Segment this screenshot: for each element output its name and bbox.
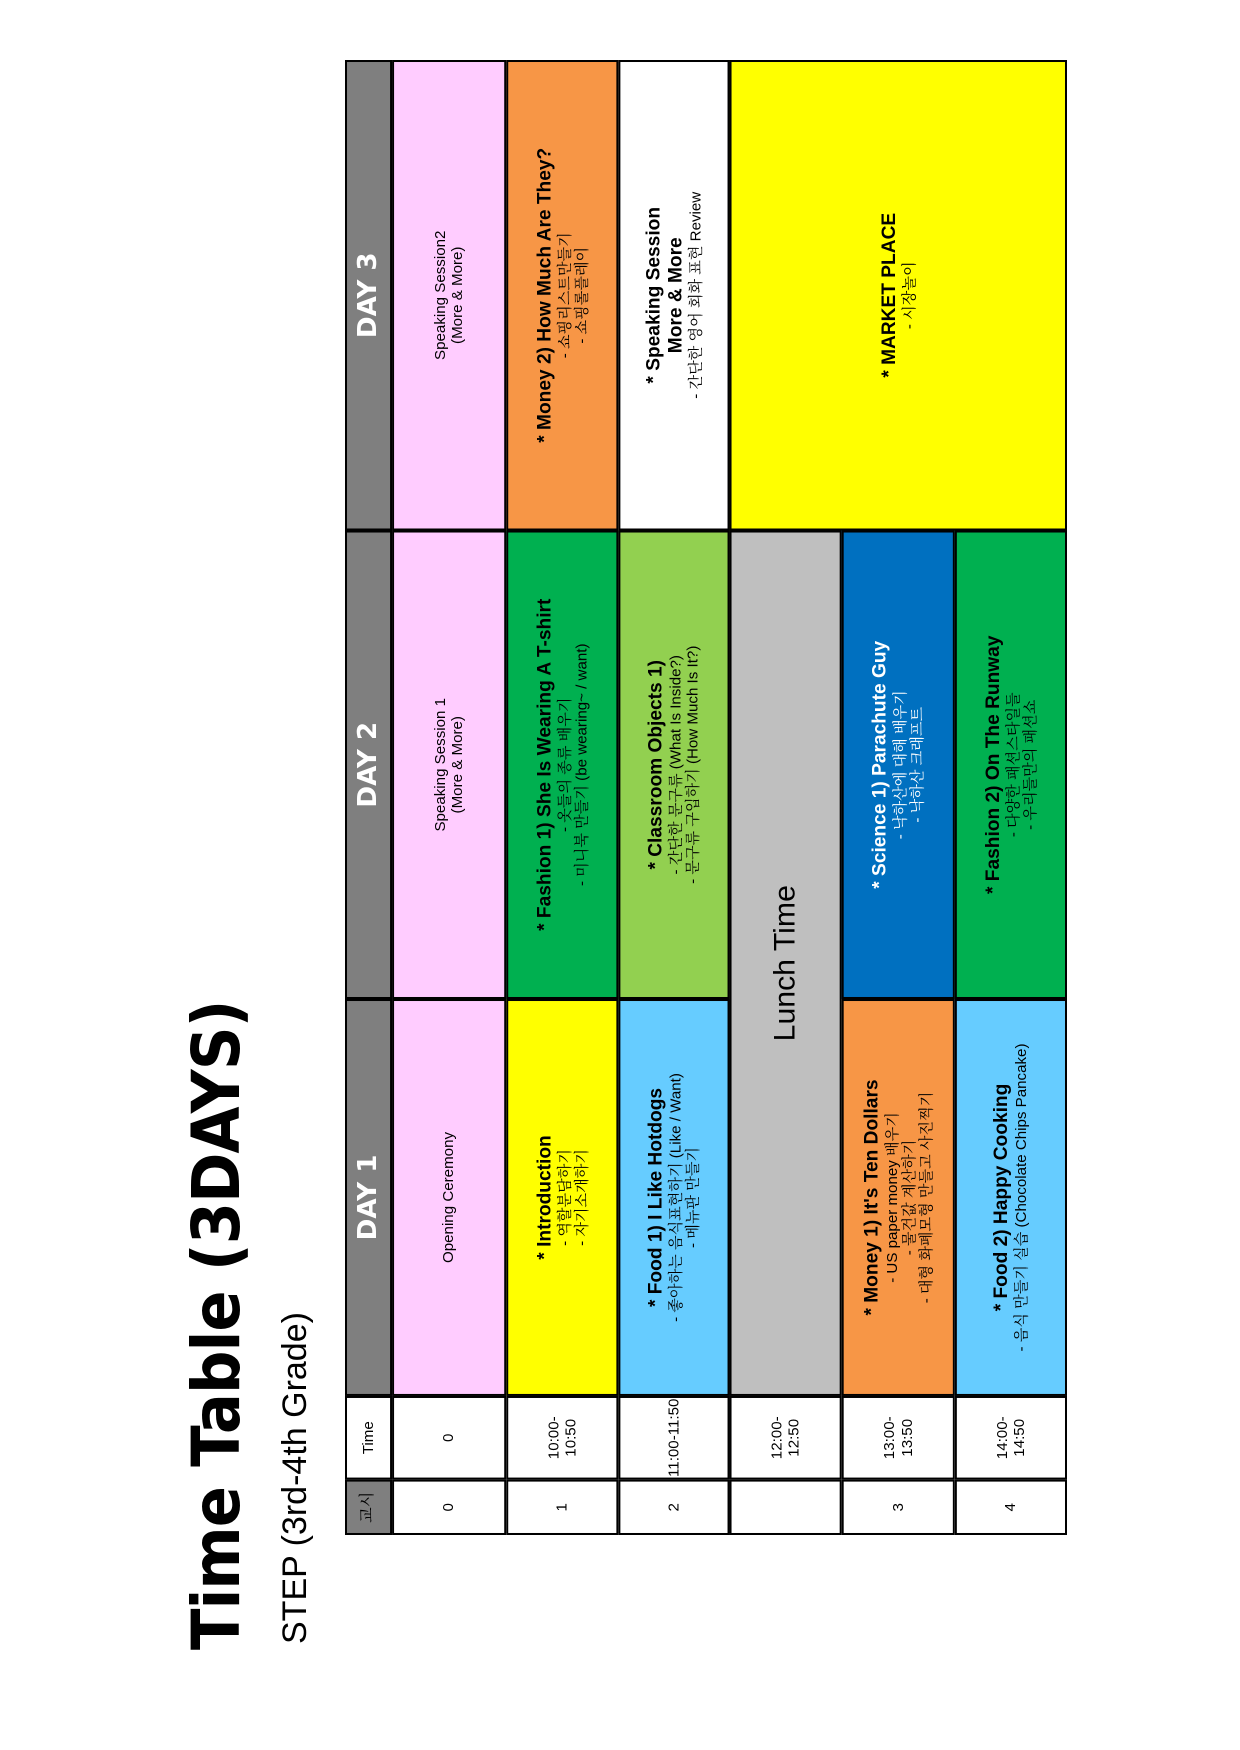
- cell-line: - 음식 만들기 실습 (Chocolate Chips Pancake): [1013, 1043, 1031, 1352]
- day3-period2: [618, 60, 729, 531]
- cell-title: * Money 1) It's Ten Dollars: [861, 1079, 883, 1316]
- cell-line: Speaking Session2: [431, 230, 449, 360]
- cell-line: - 대형 화폐모형 만들고 사진찍기: [917, 1091, 935, 1304]
- period-cell: [618, 1480, 729, 1535]
- cell-line: Opening Ceremony: [440, 1131, 458, 1264]
- day2-period1: [506, 531, 618, 999]
- time-cell: [842, 1396, 955, 1480]
- period-cell: [392, 1480, 506, 1535]
- cell-title: * Classroom Objects 1): [645, 659, 667, 870]
- time-cell: [618, 1396, 729, 1480]
- header-day3-label: DAY 3: [352, 252, 383, 339]
- day2-period4: [955, 531, 1067, 999]
- cell-line: - 간단한 영어 회화 표현 Review: [687, 191, 705, 399]
- period-cell: [842, 1480, 955, 1535]
- cell-line: - 낙하산에 대해 배우기: [891, 690, 909, 840]
- cell-title: * Money 2) How Much Are They?: [534, 147, 556, 443]
- cell-line: - 자기소개하기: [573, 1149, 591, 1246]
- cell-title: * Food 2) Happy Cooking: [991, 1083, 1013, 1312]
- cell-title: * Food 1) I Like Hotdogs: [645, 1087, 667, 1308]
- day1-period3: [842, 999, 955, 1396]
- period-number: 3: [889, 1503, 907, 1512]
- cell-line: (More & More): [449, 716, 467, 814]
- lunch-label: Lunch Time: [768, 885, 802, 1042]
- cell-title: * Science 1) Parachute Guy: [870, 640, 892, 889]
- cell-title: * Speaking Session: [643, 206, 665, 384]
- cell-line: - 문구류 구입하기 (How Much Is It?): [684, 645, 702, 884]
- time-cell: [955, 1396, 1067, 1480]
- cell-line: (More & More): [449, 246, 467, 344]
- cell-line: - 다양한 패션스타일들: [1004, 692, 1022, 838]
- day2-period3: [842, 531, 955, 999]
- period-cell: [955, 1480, 1067, 1535]
- day1-period2: [618, 999, 729, 1396]
- day3-speaking-2: [392, 60, 506, 531]
- header-day2: [345, 531, 392, 999]
- header-day2-label: DAY 2: [352, 721, 383, 808]
- period-number: 0: [440, 1503, 458, 1512]
- period-number: 2: [665, 1503, 683, 1512]
- header-time-label: Time: [359, 1421, 377, 1455]
- header-time: [345, 1396, 392, 1480]
- time-value: 12:00-12:50: [768, 1416, 803, 1460]
- day2-speaking-1: [392, 531, 506, 999]
- period-cell: [506, 1480, 618, 1535]
- time-cell: [392, 1396, 506, 1480]
- header-day1: [345, 999, 392, 1396]
- time-value: 11:00-11:50: [665, 1398, 683, 1477]
- cell-line: - 낙하산 크래프트: [909, 706, 927, 823]
- cell-line: - 역할분담하기: [555, 1149, 573, 1246]
- cell-line: - 옷들의 종류 배우기: [555, 697, 573, 832]
- day1-period4: [955, 999, 1067, 1396]
- cell-line: - 메뉴판 만들기: [684, 1146, 702, 1249]
- cell-title-2: More & More: [665, 237, 687, 354]
- cell-title: * Introduction: [534, 1135, 556, 1260]
- time-value: 14:00-14:50: [993, 1416, 1028, 1460]
- time-value: 10:00-10:50: [545, 1416, 580, 1460]
- cell-line: - 물건값 계산하기: [900, 1139, 918, 1256]
- time-cell: [730, 1396, 842, 1480]
- period-number: 1: [553, 1503, 571, 1512]
- period-number: 4: [1002, 1503, 1020, 1512]
- day1-period1: [506, 999, 618, 1396]
- day1-opening: [392, 999, 506, 1396]
- cell-line: - 우리들만의 패션쇼: [1021, 699, 1039, 830]
- day3-market-place: [730, 60, 1067, 531]
- header-day3: [345, 60, 392, 531]
- cell-line: - 간단한 문구류 (What Is Inside?): [667, 655, 685, 875]
- cell-line: - 시장놀이: [900, 261, 918, 330]
- time-value: 13:00-13:50: [880, 1416, 916, 1460]
- cell-line: - 미니북 만들기 (be wearing~ / want): [573, 643, 591, 887]
- header-period-label: 교시: [359, 1491, 377, 1523]
- period-cell: [730, 1480, 842, 1535]
- cell-line: - 쇼핑롤플레이: [573, 246, 591, 344]
- page-title: Time Table (3DAYS): [178, 1000, 255, 1650]
- cell-line: Speaking Session 1: [431, 697, 449, 832]
- cell-line: - 쇼핑리스트만들기: [555, 232, 573, 359]
- timetable-grid: [18, 0, 1240, 1555]
- cell-title: * Fashion 2) On The Runway: [982, 635, 1004, 894]
- cell-line: - 좋아하는 음식표현하기 (Like / Want): [667, 1073, 685, 1322]
- day2-period2: [618, 531, 729, 999]
- header-period: [345, 1480, 392, 1535]
- day3-period1: [506, 60, 618, 531]
- cell-title: * Fashion 1) She Is Wearing A T-shirt: [534, 598, 556, 931]
- header-day1-label: DAY 1: [352, 1154, 383, 1241]
- cell-line: - US paper money 배우기: [883, 1112, 901, 1283]
- time-value: 0: [440, 1433, 458, 1442]
- cell-title: * MARKET PLACE: [878, 212, 900, 378]
- page-subtitle: STEP (3rd-4th Grade): [276, 1312, 314, 1644]
- lunch-time: [730, 531, 842, 1396]
- time-cell: [506, 1396, 618, 1480]
